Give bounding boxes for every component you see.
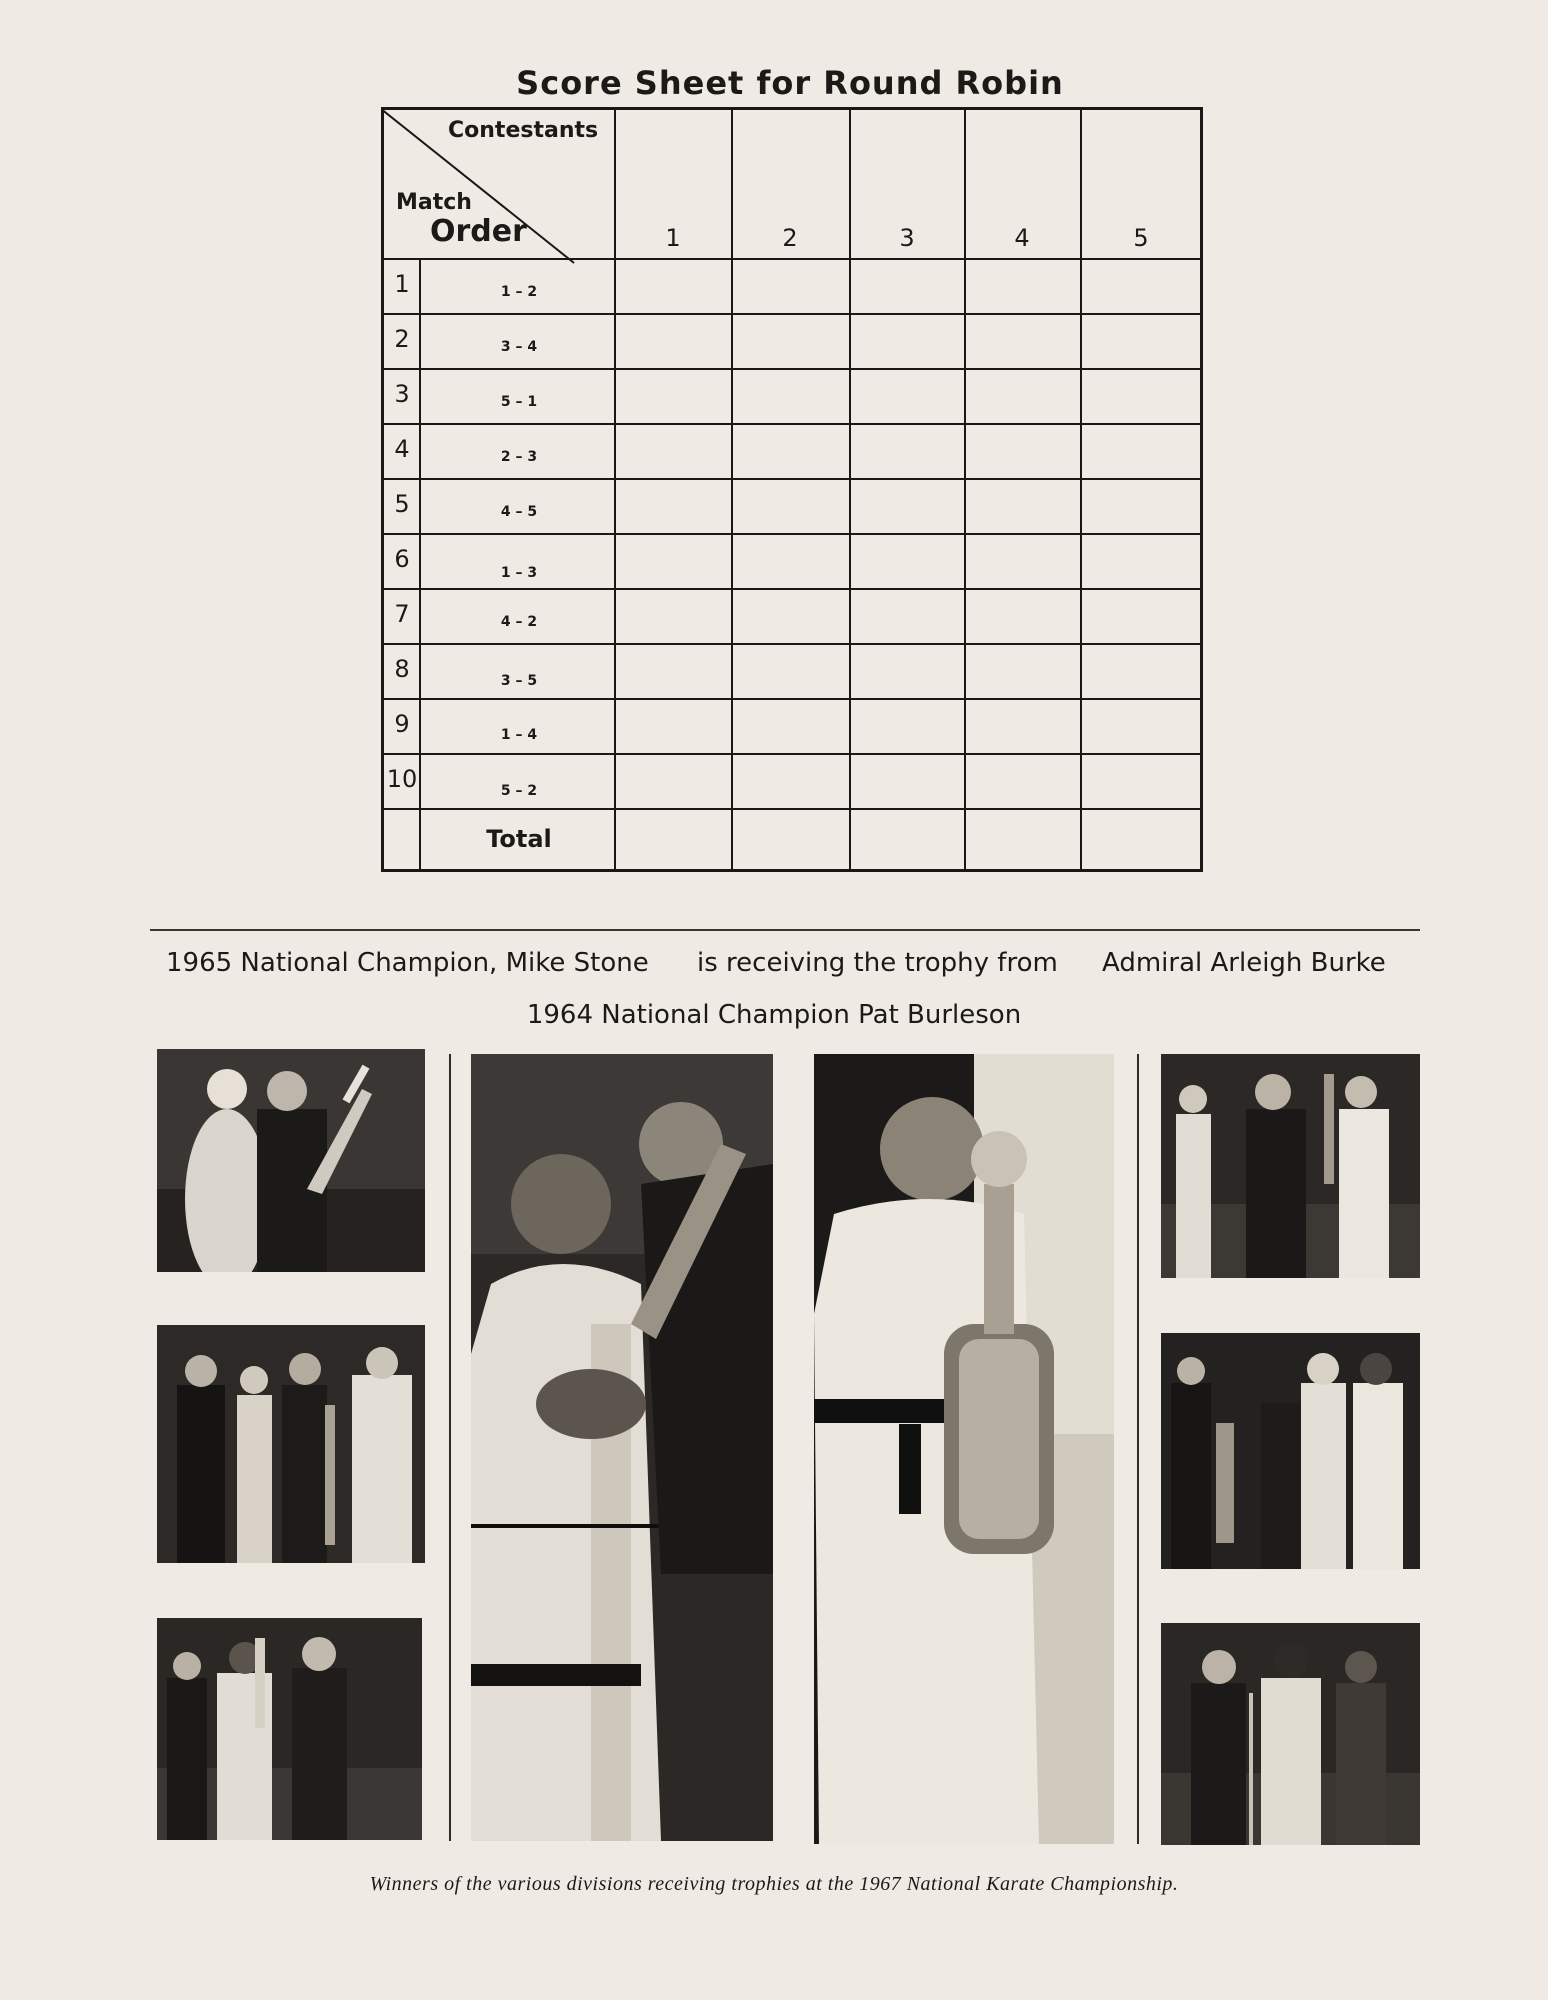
match-pairing: 3 – 4 xyxy=(500,339,538,355)
match-number: 8 xyxy=(394,655,410,683)
contestant-column-5: 5 xyxy=(1133,224,1149,252)
match-pairing: 3 – 5 xyxy=(500,673,538,689)
column-divider xyxy=(849,110,851,872)
photo-mike-stone xyxy=(471,1054,773,1841)
row-divider xyxy=(384,808,1203,810)
match-label: Match xyxy=(396,190,472,215)
photo-divider xyxy=(1137,1054,1139,1844)
score-sheet-title: Score Sheet for Round Robin xyxy=(516,64,1064,102)
match-pairing: 2 – 3 xyxy=(500,449,538,465)
row-divider xyxy=(384,753,1203,755)
match-number: 7 xyxy=(394,600,410,628)
match-number: 9 xyxy=(394,710,410,738)
column-divider xyxy=(1080,110,1082,872)
photo-handshake xyxy=(1161,1054,1420,1278)
order-label: Order xyxy=(430,214,527,249)
match-pairing: 5 – 1 xyxy=(500,394,538,410)
contestants-label: Contestants xyxy=(448,118,599,143)
photo-trophy-presentation xyxy=(157,1618,422,1840)
match-pairing: 1 – 2 xyxy=(500,284,538,300)
row-divider xyxy=(384,533,1203,535)
row-divider xyxy=(384,478,1203,480)
photo-award-ceremony xyxy=(1161,1333,1420,1569)
total-label: Total xyxy=(486,825,552,853)
match-number: 4 xyxy=(394,435,410,463)
photo-divider xyxy=(449,1054,451,1841)
row-divider xyxy=(384,423,1203,425)
contestant-column-3: 3 xyxy=(899,224,915,252)
photo-microphone xyxy=(1161,1623,1420,1845)
match-number: 2 xyxy=(394,325,410,353)
match-pairing: 5 – 2 xyxy=(500,783,538,799)
match-pairing: 4 – 5 xyxy=(500,504,538,520)
photo-pat-burleson xyxy=(814,1054,1114,1844)
burleson-caption: 1964 National Champion Pat Burleson xyxy=(526,1000,1022,1030)
photo-trophy-kiss xyxy=(157,1049,425,1272)
column-divider xyxy=(614,110,616,872)
photo-collage-caption: Winners of the various divisions receiving trophies at the 1967 National Karate Championship. xyxy=(369,1873,1179,1895)
column-divider xyxy=(964,110,966,872)
contestant-column-1: 1 xyxy=(665,224,681,252)
burke-caption: Admiral Arleigh Burke xyxy=(1102,948,1386,978)
mike-stone-caption: 1965 National Champion, Mike Stone xyxy=(166,948,649,978)
match-number: 6 xyxy=(394,545,410,573)
row-divider xyxy=(384,588,1203,590)
row-divider xyxy=(384,643,1203,645)
trophy-from-caption: is receiving the trophy from xyxy=(697,948,1058,978)
contestant-column-4: 4 xyxy=(1014,224,1030,252)
row-divider xyxy=(384,258,1203,260)
column-divider xyxy=(731,110,733,872)
photo-award-group xyxy=(157,1325,425,1563)
match-number: 3 xyxy=(394,380,410,408)
row-divider xyxy=(384,368,1203,370)
section-divider xyxy=(150,929,1420,931)
row-divider xyxy=(384,698,1203,700)
match-number: 5 xyxy=(394,490,410,518)
match-number: 1 xyxy=(394,270,410,298)
contestant-column-2: 2 xyxy=(782,224,798,252)
match-pairing: 1 – 3 xyxy=(500,565,538,581)
score-sheet-table xyxy=(381,107,1203,872)
row-divider xyxy=(384,313,1203,315)
match-pairing: 4 – 2 xyxy=(500,614,538,630)
match-pairing: 1 – 4 xyxy=(500,727,538,743)
match-number: 10 xyxy=(386,765,418,793)
